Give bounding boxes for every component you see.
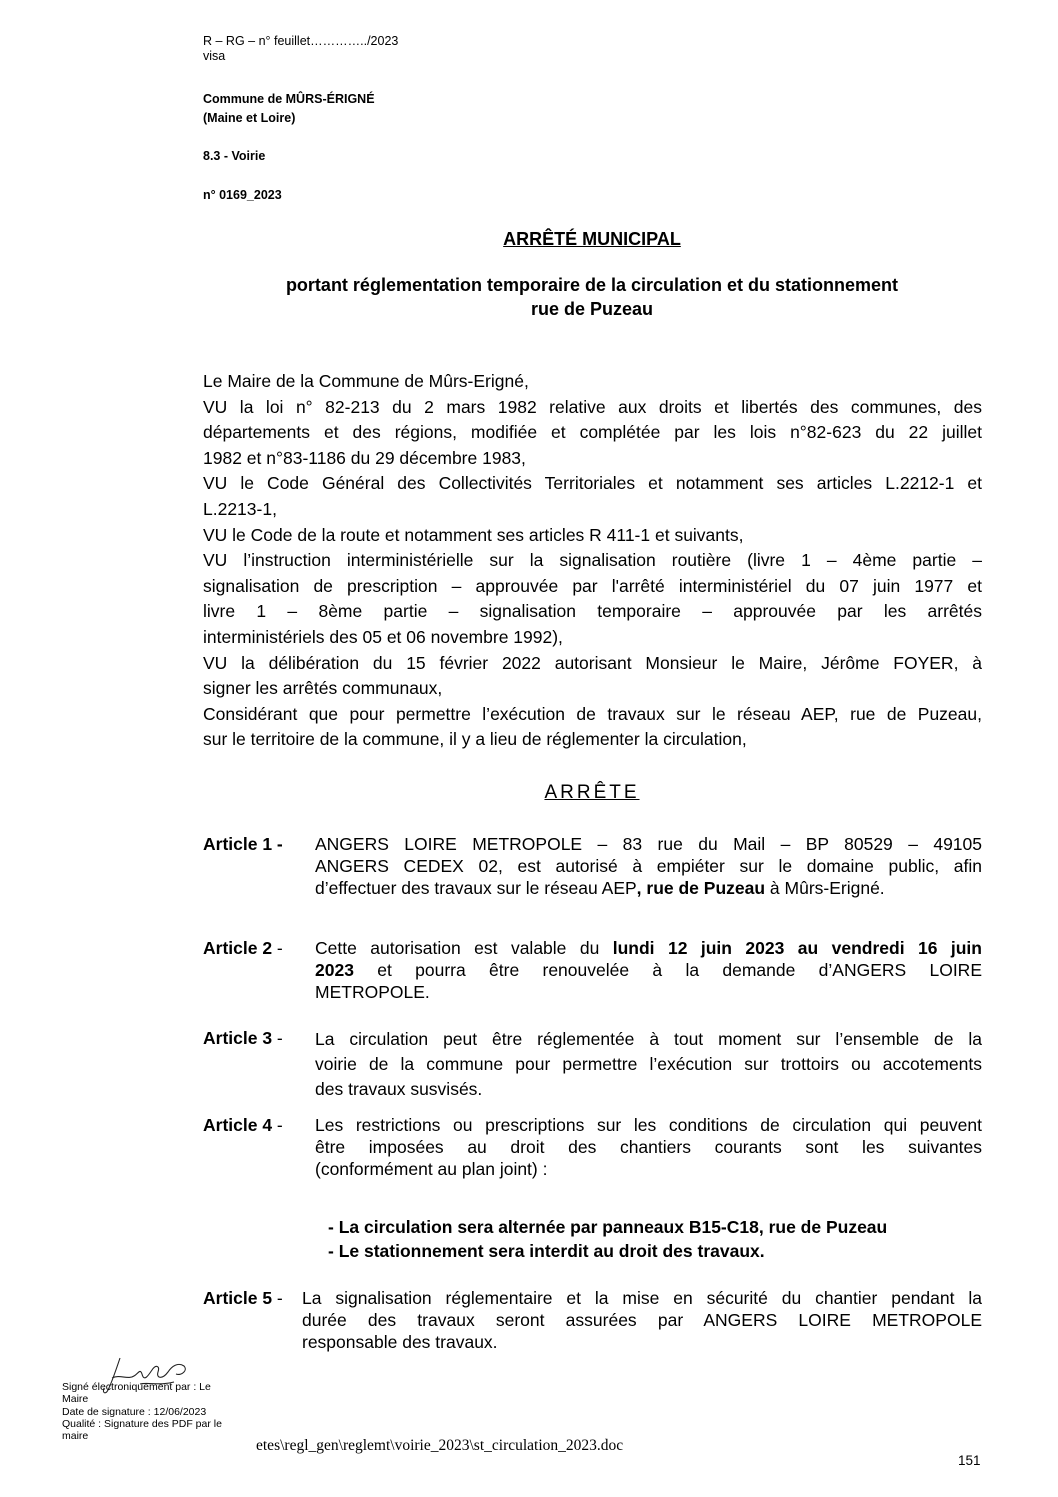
file-path: etes\regl_gen\reglemt\voirie_2023\st_circulation_2023.doc [256, 1437, 624, 1454]
article-2-line-2 [315, 959, 982, 981]
preamble-line: VU le Code de la route et notamment ses articles R 411-1 et suivants, [203, 524, 744, 545]
article-2-line-1b: lundi 12 juin 2023 au vendredi 16 juin [612, 938, 982, 958]
article-1-line-2: ANGERS CEDEX 02, est autorisé à empiéter sur le domaine public, afin [315, 856, 982, 876]
department-name: (Maine et Loire) [203, 111, 296, 125]
category-label: 8.3 - Voirie [203, 149, 266, 163]
arrete-heading: ARRÊTE [544, 782, 640, 803]
article-2-label [203, 937, 283, 959]
commune-name: Commune de MÛRS-ÉRIGNÉ [203, 92, 375, 106]
article-2-line-2b: et pourra être renouvelée à la demande d’ANGERS LOIRE [353, 960, 982, 980]
article-2-line-2a: 2023 [315, 960, 354, 980]
subtitle-line-1: portant réglementation temporaire de la circulation et du stationnement [285, 275, 899, 295]
preamble-line: VU l’instruction interministérielle sur la signalisation routière (livre 1 – 4ème partie – [203, 550, 982, 571]
decree-number: n° 0169_2023 [203, 188, 282, 202]
article-1-label [203, 833, 283, 855]
article-5-label-text: Article 5 [203, 1288, 273, 1308]
article-3-text [315, 1027, 982, 1102]
article-1-line-3c: à Mûrs-Erigné. [765, 878, 885, 898]
article-1-line-3 [315, 877, 982, 899]
preamble-line: signer les arrêtés communaux, [203, 678, 443, 699]
preamble-line: sur le territoire de la commune, il y a lieu de réglementer la circulation, [203, 729, 747, 750]
article-5-label [203, 1287, 283, 1309]
article-5-line-3: responsable des travaux. [302, 1332, 498, 1352]
page-number: 151 [958, 1453, 981, 1468]
article-3-line-2: voirie de la commune pour permettre l’exécution sur trottoirs ou accotements [315, 1054, 982, 1074]
visa-line: visa [203, 49, 226, 63]
signature-line-3: Date de signature : 12/06/2023 [62, 1405, 207, 1418]
preamble-line: livre 1 – 8ème partie – signalisation temporaire – approuvée par les arrêtés [203, 601, 982, 622]
article-1-line-1: ANGERS LOIRE METROPOLE – 83 rue du Mail – BP 80529 – 49105 [315, 834, 982, 854]
bullet-item-2: - Le stationnement sera interdit au droit des travaux. [328, 1241, 765, 1261]
preamble [203, 369, 982, 753]
preamble-line: Considérant que pour permettre l’exécution de travaux sur le réseau AEP, rue de Puzeau, [203, 703, 982, 724]
header-ref [203, 34, 398, 64]
article-1-line-3a: d’effectuer des travaux sur le réseau AEP [315, 878, 637, 898]
article-4-label [203, 1114, 283, 1136]
article-3-line-1: La circulation peut être réglementée à tout moment sur l’ensemble de la [315, 1029, 982, 1049]
article-3-label-suffix: - [272, 1028, 283, 1048]
article-4-bullets [328, 1215, 887, 1263]
signature-line-1: Signé électroniquement par : Le [62, 1381, 211, 1393]
signature-line-5: maire [62, 1430, 89, 1443]
article-4-line-3: (conformément au plan joint) : [315, 1159, 548, 1179]
article-1-text [315, 833, 982, 899]
preamble-line: VU le Code Général des Collectivités Territoriales et notamment ses articles L.2212-1 et [203, 473, 982, 494]
article-3-label-text: Article 3 [203, 1028, 273, 1048]
article-4-line-1: Les restrictions ou prescriptions sur les conditions de circulation qui peuvent [315, 1115, 982, 1135]
article-5-text [302, 1287, 982, 1353]
ref-line: R – RG – n° feuillet…………../2023 [203, 34, 399, 48]
commune-block [203, 90, 375, 128]
article-1-label-text: Article 1 - [203, 834, 283, 854]
article-5-line-1: La signalisation réglementaire et la mise en sécurité du chantier pendant la [302, 1288, 982, 1308]
article-5-label-suffix: - [272, 1288, 283, 1308]
article-5-line-2: durée des travaux seront assurées par ANGERS LOIRE METROPOLE [302, 1310, 982, 1330]
preamble-line: L.2213-1, [203, 498, 277, 519]
bullet-item-1: - La circulation sera alternée par panneaux B15-C18, rue de Puzeau [328, 1217, 888, 1237]
article-2-line-1a: Cette autorisation est valable du [315, 938, 613, 958]
document-subtitle [203, 273, 981, 321]
article-3-line-3: des travaux susvisés. [315, 1079, 483, 1099]
article-4-label-suffix: - [272, 1115, 283, 1135]
preamble-line: signalisation de prescription – approuvée par l'arrêté interministériel du 07 juin 1977 et [203, 575, 982, 596]
document-title: ARRÊTÉ MUNICIPAL [503, 229, 681, 249]
preamble-line: VU la loi n° 82-213 du 2 mars 1982 relative aux droits et libertés des communes, des [203, 396, 982, 417]
article-3-label [203, 1027, 283, 1049]
article-2-text [315, 937, 982, 1003]
preamble-line: interministériels des 05 et 06 novembre 1992), [203, 626, 563, 647]
article-2-line-1 [315, 937, 982, 959]
preamble-line: VU la délibération du 15 février 2022 autorisant Monsieur le Maire, Jérôme FOYER, à [203, 652, 982, 673]
article-4-label-text: Article 4 [203, 1115, 273, 1135]
article-2-label-suffix: - [272, 938, 283, 958]
signature-line-2: Maire [62, 1393, 89, 1406]
article-2-line-3: METROPOLE. [315, 982, 430, 1002]
article-4-text [315, 1114, 982, 1180]
electronic-signature [62, 1381, 232, 1442]
article-1-line-3b: , rue de Puzeau [636, 878, 766, 898]
article-2-label-text: Article 2 [203, 938, 273, 958]
preamble-line: Le Maire de la Commune de Mûrs-Erigné, [203, 371, 529, 391]
article-4-line-2: être imposées au droit des chantiers courants sont les suivantes [315, 1137, 982, 1157]
subtitle-line-2: rue de Puzeau [530, 299, 654, 319]
signature-line-4: Qualité : Signature des PDF par le [62, 1417, 222, 1430]
preamble-line: 1982 et n°83-1186 du 29 décembre 1983, [203, 447, 526, 468]
preamble-line: départements et des régions, modifiée et complétée par les lois n°82-623 du 22 juillet [203, 422, 982, 443]
